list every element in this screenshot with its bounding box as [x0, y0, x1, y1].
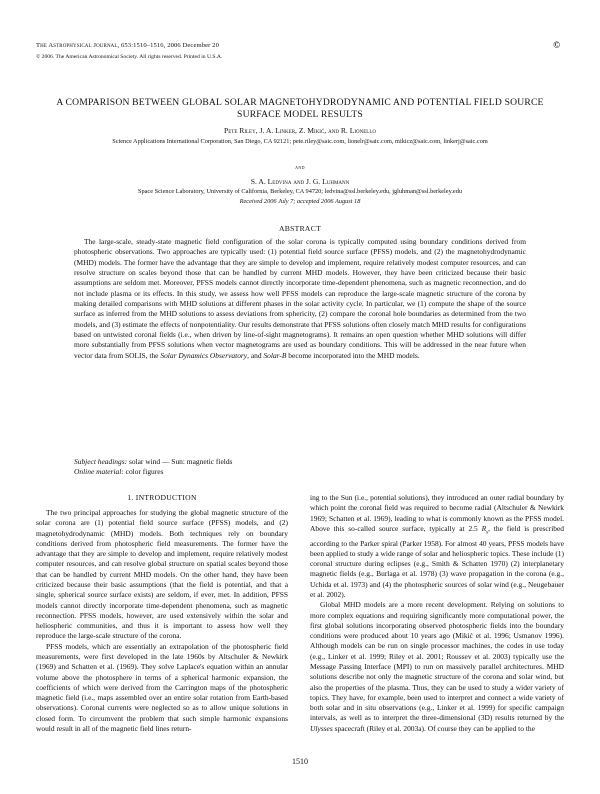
online-value: color figures: [123, 467, 164, 477]
ulysses-name: Ulysses: [310, 723, 333, 733]
abstract-mid: , and: [247, 350, 264, 360]
author-list-2: S. A. Ledvina and J. G. Luhmann: [250, 177, 350, 186]
keywords-block: [74, 457, 526, 478]
subject-headings: [74, 457, 526, 467]
para-text: Global MHD models are a more recent development. Relying on solutions to more complex equations and requiring significantly more computational power, the first global solutions incorporating observed photospheric fields into the boundary conditions were produced about 10 years ago (Mikić et al. 1996; Usmanov 1996). Although models can be run on single processor machines, the codes in use today (e.g., Linker et al. 1999; Riley et al. 2001; Roussev et al. 2003) typically use the Message Passing Interface (MPI) to run on massively parallel architectures. MHD solutions describe not only the magnetic structure of the corona and solar wind, but also the properties of the plasma. Thus, they can be used to study a wider variety of topics. They have, for example, been used to interpret and connect a wide variety of both solar and in situ observations (e.g., Linker et al. 1999) for specific campaign intervals, as well as to interpret the three-dimensional (3D) results returned by the: [310, 600, 564, 723]
subject-label: Subject headings:: [74, 457, 128, 466]
body-column-right: [310, 493, 564, 734]
solar-radius-subscript: s: [486, 530, 489, 536]
abstract-sdo: Solar Dynamics Observatory: [160, 350, 248, 360]
intro-paragraph-3: [310, 600, 564, 734]
body-column-left: [36, 508, 288, 734]
abstract-end: become incorporated into the MHD models.: [286, 350, 420, 360]
intro-paragraph-2-cont: [310, 493, 564, 600]
journal-name: The Astrophysical Journal: [36, 42, 118, 49]
received-dates: Received 2006 July 7; accepted 2006 August 18: [239, 197, 361, 205]
paper-title: A COMPARISON BETWEEN GLOBAL SOLAR MAGNETOHYDRODYNAMIC AND POTENTIAL FIELD SOURCE SURFACE MODEL RESULTS: [56, 97, 544, 120]
intro-paragraph-2: PFSS models, which are essentially an extrapolation of the photospheric field measurements, were first developed in the late 1960s by Altschuler & Newkirk (1969) and Schatten et al. (1969). They solve Laplace's equation within an annular volume above the photosphere in terms of a spherical harmonic expansion, the coefficients of which were derived from the Carrington maps of the photospheric magnetic field (i.e., maps assembled over an entire solar rotation from Earth-based observations). Coronal currents were neglected so as to allow unique solutions in closed form. To circumvent the problem that such simple harmonic expansions would result in all of the magnetic field lines return-: [36, 641, 288, 733]
abstract-text: [74, 237, 526, 361]
journal-volume-date: , 653:1510–1516, 2006 December 20: [117, 42, 219, 49]
section-heading-introduction: 1. INTRODUCTION: [127, 493, 197, 502]
page-number: 1510: [292, 757, 308, 766]
online-label: Online material:: [74, 467, 124, 477]
journal-citation: [36, 42, 219, 49]
abstract-solarb: Solar-B: [263, 350, 287, 360]
affiliation-2-block: [36, 187, 564, 206]
abstract-heading: ABSTRACT: [278, 224, 322, 233]
copyright-corner-mark: ©: [553, 40, 560, 50]
affiliation-1: Science Applications International Corporation, San Diego, CA 92121; pete.riley@saic.com, lionelr@saic.com, mikicz@saic.com, linkerj@saic.com: [112, 138, 488, 145]
affiliation-2: Space Science Laboratory, University of California, Berkeley, CA 94720; ledvina@ssl.berkeley.edu, jgluhman@ssl.berkeley.edu: [137, 188, 463, 195]
para-text: spacecraft (Riley et al. 2003a). Of course they can be applied to the: [332, 723, 535, 733]
author-list-1: Pete Riley, J. A. Linker, Z. Mikić, and R. Lionello: [223, 126, 376, 135]
abstract-body: The large-scale, steady-state magnetic field configuration of the solar corona is typically computed using boundary conditions derived from photospheric observations. Two approaches are typically used: (1) potential field source surface (PFSS) models, and (2) the magnetohydrodynamic (MHD) models. The former have the advantage that they are simple to develop and implement, require relatively modest computer resources, and can resolve structure on scales beyond those that can be handled by current MHD models. However, they have been criticized because their basic assumptions are seldom met. Moreover, PFSS models cannot directly incorporate time-dependent phenomena, such as magnetic reconnection, and do not include plasma or its effects. In this study, we assess how well PFSS models can reproduce the large-scale magnetic structure of the corona by making detailed comparisons with MHD solutions at different phases in the solar activity cycle. In particular, we (1) compute the shape of the source surface as inferred from the MHD solutions to assess deviations from sphericity, (2) compare the coronal hole boundaries as determined from the two models, and (3) estimate the effects of nonpotentiality. Our results demonstrate that PFSS solutions often closely match MHD results for configurations based on untwisted coronal fields (i.e., when driven by line-of-sight magnetograms). It remains an open question whether MHD solutions will differ more substantially from PFSS solutions when vector magnetograms are used as boundary conditions. This will be addressed in the near future when vector data from SOLIS, the: [74, 237, 526, 360]
copyright-line: © 2006. The American Astronomical Society. All rights reserved. Printed in U.S.A.: [36, 54, 223, 60]
author-separator: and: [295, 165, 305, 171]
para-text: , the field is prescribed according to the Parker spiral (Parker 1958). For almost 40 years, PFSS models have been applied to study a wide range of solar and heliospheric topics. These include (1) coronal structure during eclipses (e.g., Smith & Schatten 1970) (2) interplanetary magnetic fields (e.g., Burlaga et al. 1978) (3) wave propagation in the corona (e.g., Uchida et al. 1973) and (4) the photospheric sources of solar wind (e.g., Neugebauer et al. 2002).: [310, 523, 564, 600]
para-text: ing to the Sun (i.e., potential solutions), they introduced an outer radial boundary by which point the coronal field was required to become radial (Altschuler & Newkirk 1969; Schatten et al. 1969), leading to what is commonly known as the PFSS model. Above this so-called source surface, typically at 2.5: [310, 493, 564, 533]
intro-paragraph-1: The two principal approaches for studying the global magnetic structure of the solar corona are (1) potential field source surface (PFSS) models, and (2) magnetohydrodynamic (MHD) models. Both techniques rely on boundary conditions derived from photospheric field measurements. The former have the advantage that they are simple to develop and implement, require relatively modest computer resources, and can resolve global structure on spatial scales beyond those that can be handled by current MHD models. On the other hand, they have been criticized because their basic assumptions (that the field is potential, and that a single, spherical source surface exists) are seldom, if ever, met. In addition, PFSS models cannot directly incorporate time-dependent phenomena, such as magnetic reconnection. PFSS models, however, are used extensively within the solar and heliospheric communities, and thus it is important to assess how well they reproduce the large-scale structure of the corona.: [36, 508, 288, 641]
solar-radius-symbol: R: [481, 523, 487, 533]
subject-value: solar wind — Sun: magnetic fields: [127, 457, 233, 466]
online-material: [74, 467, 526, 477]
